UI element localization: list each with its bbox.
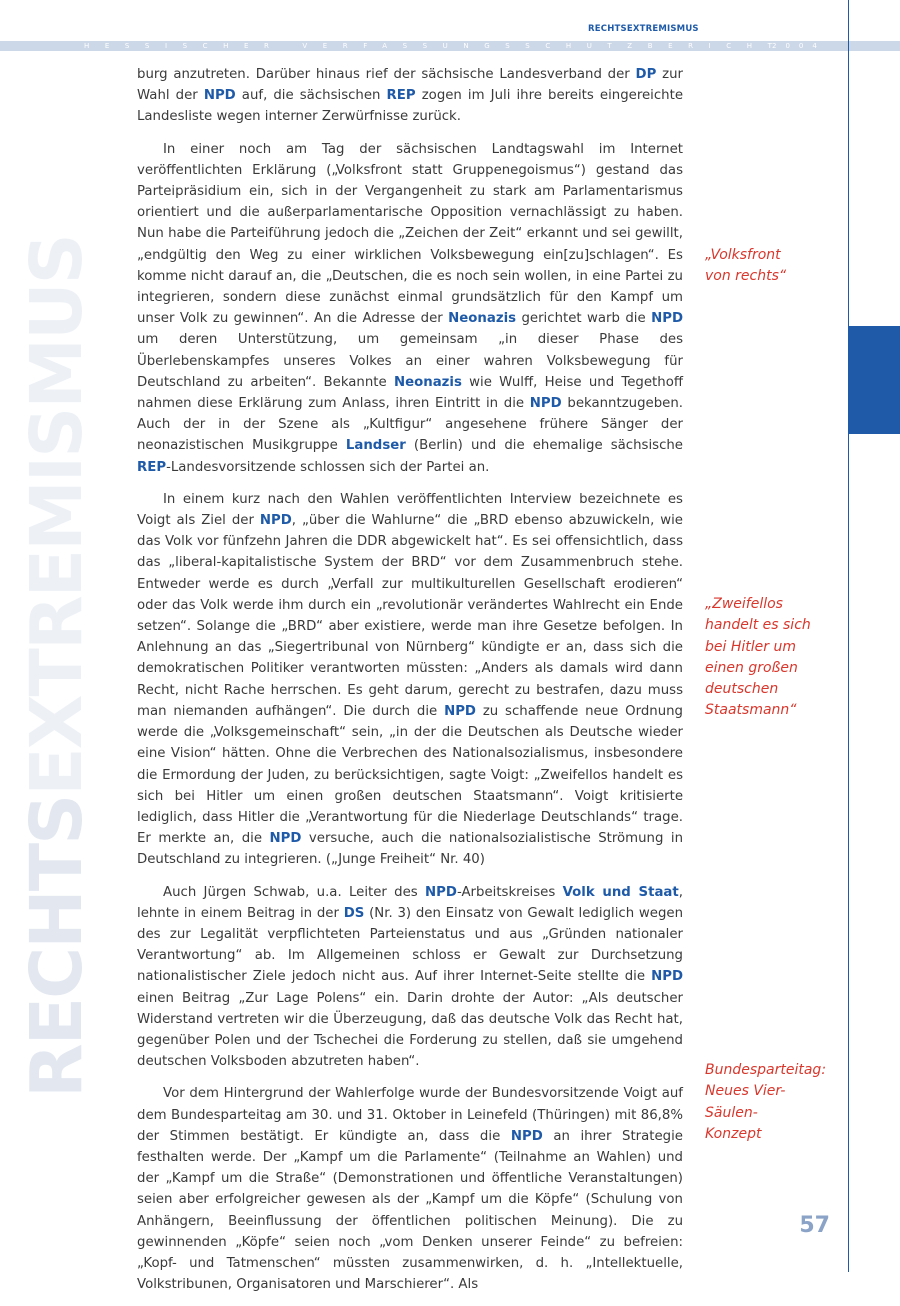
keyword-highlight: NPD [510, 1128, 543, 1144]
keyword-highlight: NPD [259, 513, 292, 529]
section-label: RECHTSEXTREMISMUS [588, 24, 699, 34]
keyword-highlight: Landser [345, 438, 406, 454]
report-title: HESSISCHER VERFASSUNGSSCHUTZBERICHT [84, 42, 788, 50]
keyword-highlight: DP [635, 67, 657, 82]
margin-note-line: einen großen [705, 659, 798, 676]
paragraph: In einem kurz nach den Wahlen veröffentlichten Interview bezeichnete es Voigt als Ziel der NPD, „über die Wahlurne“ die „BRD ebenso abzuwickeln, wie das Volk vor fünfzehn Jahren die DDR abgewickelt hat“. Es sei offensichtlich, dass das „liberal-kapitalistische System der BRD“ vor dem Zusammenbruch stehe. Entweder werde es durch „Verfall zur multikulturellen Gesellschaft erodieren“ oder das Volk werde ihm durch ein „revolutionär verändertes Wahlrecht ein Ende setzen“. Solange die „BRD“ aber existiere, werde man ihre Gesetze befolgen. In Anlehnung an das „Siegertribunal von Nürnberg“ kündigte er an, dass sich die demokratischen Politiker verantworten müssten: „Anders als damals wird dann Recht, nicht Rache herrschen. Es geht darum, gerecht zu bestrafen, dazu muss man niemanden aufhängen“. Die durch die NPD zu schaffende neue Ordnung werde die „Volksgemeinschaft“ sein, „in der die Deutschen als Deutsche wieder eine Vision“ hätten. Ohne die Verbrechen des Nationalsozialismus, insbesondere die Ermordung der Juden, zu berücksichtigen, sagte Voigt: „Zweifellos handelt es sich bei Hitler um einen großen deutschen Staatsmann“. Voigt kritisierte lediglich, dass Hitler die „Verantwortung für die Niederlage Deutschlands“ trage. Er merkte an, die NPD versuche, auch die nationalsozialistische Strömung in Deutschland zu integrieren. („Junge Freiheit“ Nr. 40) [137, 491, 683, 868]
vertical-title-part-1: RECHTS [15, 795, 98, 1098]
margin-note-line: deutschen [705, 681, 779, 698]
paragraph: burg anzutreten. Darüber hinaus rief der sächsische Landesverband der DP zur Wahl der NPD auf, die sächsischen REP zogen im Juli ihre bereits eingereichte Landesliste wegen interner Zerwürfnisse zurück. [137, 67, 684, 125]
vertical-chapter-title [15, 218, 98, 1098]
margin-note-line: von rechts“ [705, 268, 787, 285]
margin-note-line: handelt es sich [705, 617, 811, 634]
keyword-highlight: NPD [529, 396, 562, 412]
paragraph: Vor dem Hintergrund der Wahlerfolge wurde der Bundesvorsitzende Voigt auf dem Bundesparteitag am 30. und 31. Oktober in Leinefeld (Thüringen) mit 86,8% der Stimmen bestätigt. Er kündigte an, dass die NPD an ihrer Strategie festhalten werde. Der „Kampf um die Parlamente“ (Teilnahme an Wahlen) und der „Kampf um die Straße“ (Demonstrationen und öffentliche Veranstaltungen) seien aber erfolgreicher gewesen als der „Kampf um die Köpfe“ (Schulung von Anhängern, Beeinflussung der öffentlichen politischen Meinung). Die zu gewinnenden „Köpfe“ seien noch „vom Denken unserer Feinde“ zu befreien: „Kopf- und Tatmenschen“ müssten zusammenwirken, d. h. „Intellektuelle, Volkstribunen, Organisatoren und Marschierer“. Als [137, 1086, 683, 1293]
keyword-highlight: DS [343, 905, 365, 921]
margin-note-volksfront [705, 245, 835, 288]
keyword-highlight: NPD [269, 831, 302, 847]
margin-note-line: Konzept [705, 1125, 762, 1142]
body-text [137, 64, 683, 1306]
vertical-title-part-2: EXTREMISMUS [15, 235, 98, 796]
page-number: 57 [799, 1213, 830, 1238]
margin-note-hitler-quote [705, 594, 835, 722]
keyword-highlight: NPD [425, 884, 457, 900]
chapter-tab [849, 326, 900, 434]
paragraph: Auch Jürgen Schwab, u.a. Leiter des NPD-Arbeitskreises Volk und Staat, lehnte in einem Beitrag in der DS (Nr. 3) den Einsatz von Gewalt lediglich wegen des zur Legalität verpflichteten Parteienstatus und aus „Gründen nationaler Verantwortung“ ab. Im Allgemeinen schloss er Gewalt zur Durchsetzung nationalistischer Ziele jedoch nicht aus. Auf ihrer Internet-Seite stellte die NPD einen Beitrag „Zur Lage Polens“ ein. Darin drohte der Autor: „Als deutscher Widerstand vertreten wir die Überzeugung, daß das deutsche Volk das Recht hat, gegenüber Polen und der Tschechei die Forderung zu stellen, daß sie umgehend deutschen Volksboden abzutreten haben“. [137, 884, 683, 1070]
margin-note-line: „Zweifellos [705, 596, 783, 612]
margin-note-line: bei Hitler um [705, 638, 796, 655]
keyword-highlight: NPD [444, 703, 476, 719]
keyword-highlight: Neonazis [393, 374, 462, 390]
keyword-highlight: REP [386, 88, 416, 104]
keyword-highlight: Volk und Staat [562, 884, 679, 900]
margin-note-line: Staatsmann“ [705, 702, 797, 719]
margin-note-bundesparteitag [705, 1060, 835, 1145]
keyword-highlight: REP [137, 459, 167, 475]
margin-rule [848, 0, 849, 1272]
keyword-highlight: NPD [203, 88, 236, 104]
margin-note-line: Neues Vier-Säulen- [705, 1083, 786, 1121]
keyword-highlight: NPD [651, 311, 683, 327]
keyword-highlight: NPD [651, 969, 683, 985]
paragraph: In einer noch am Tag der sächsischen Landtagswahl im Internet veröffentlichten Erklärung („Volksfront statt Gruppenegoismus“) gestand das Parteipräsidium ein, sich in der Vergangenheit zu stark am Parlamentarismus orientiert und die außerparlamentarische Opposition vernachlässigt zu haben. Nun habe die Parteiführung jedoch die „Zeichen der Zeit“ erkannt und sei gewillt, „endgültig den Weg zu einer wirklichen Volksbewegung ein[zu]schlagen“. Es komme nicht darauf an, die „Deutschen, die es noch sein wollen, in eine Partei zu integrieren, sondern diese zunächst einmal grundsätzlich für den Kampf um unser Volk zu gewinnen“. An die Adresse der Neonazis gerichtet warb die NPD um deren Unterstützung, um gemeinsam „in dieser Phase des Überlebenskampfes unseres Volkes an einer wahren Volksbewegung für Deutschland zu arbeiten“. Bekannte Neonazis wie Wulff, Heise und Tegethoff nahmen diese Erklärung zum Anlass, ihren Eintritt in die NPD bekanntzugeben. Auch der in der Szene als „Kultfigur“ angesehene frühere Sänger der neonazistischen Musikgruppe Landser (Berlin) und die ehemalige sächsische REP-Landesvorsitzende schlossen sich der Partei an. [137, 141, 683, 475]
margin-note-line: Bundesparteitag: [705, 1062, 827, 1078]
keyword-highlight: Neonazis [448, 311, 517, 327]
report-year: 2004 [772, 42, 826, 50]
margin-note-line: „Volksfront [705, 247, 781, 263]
